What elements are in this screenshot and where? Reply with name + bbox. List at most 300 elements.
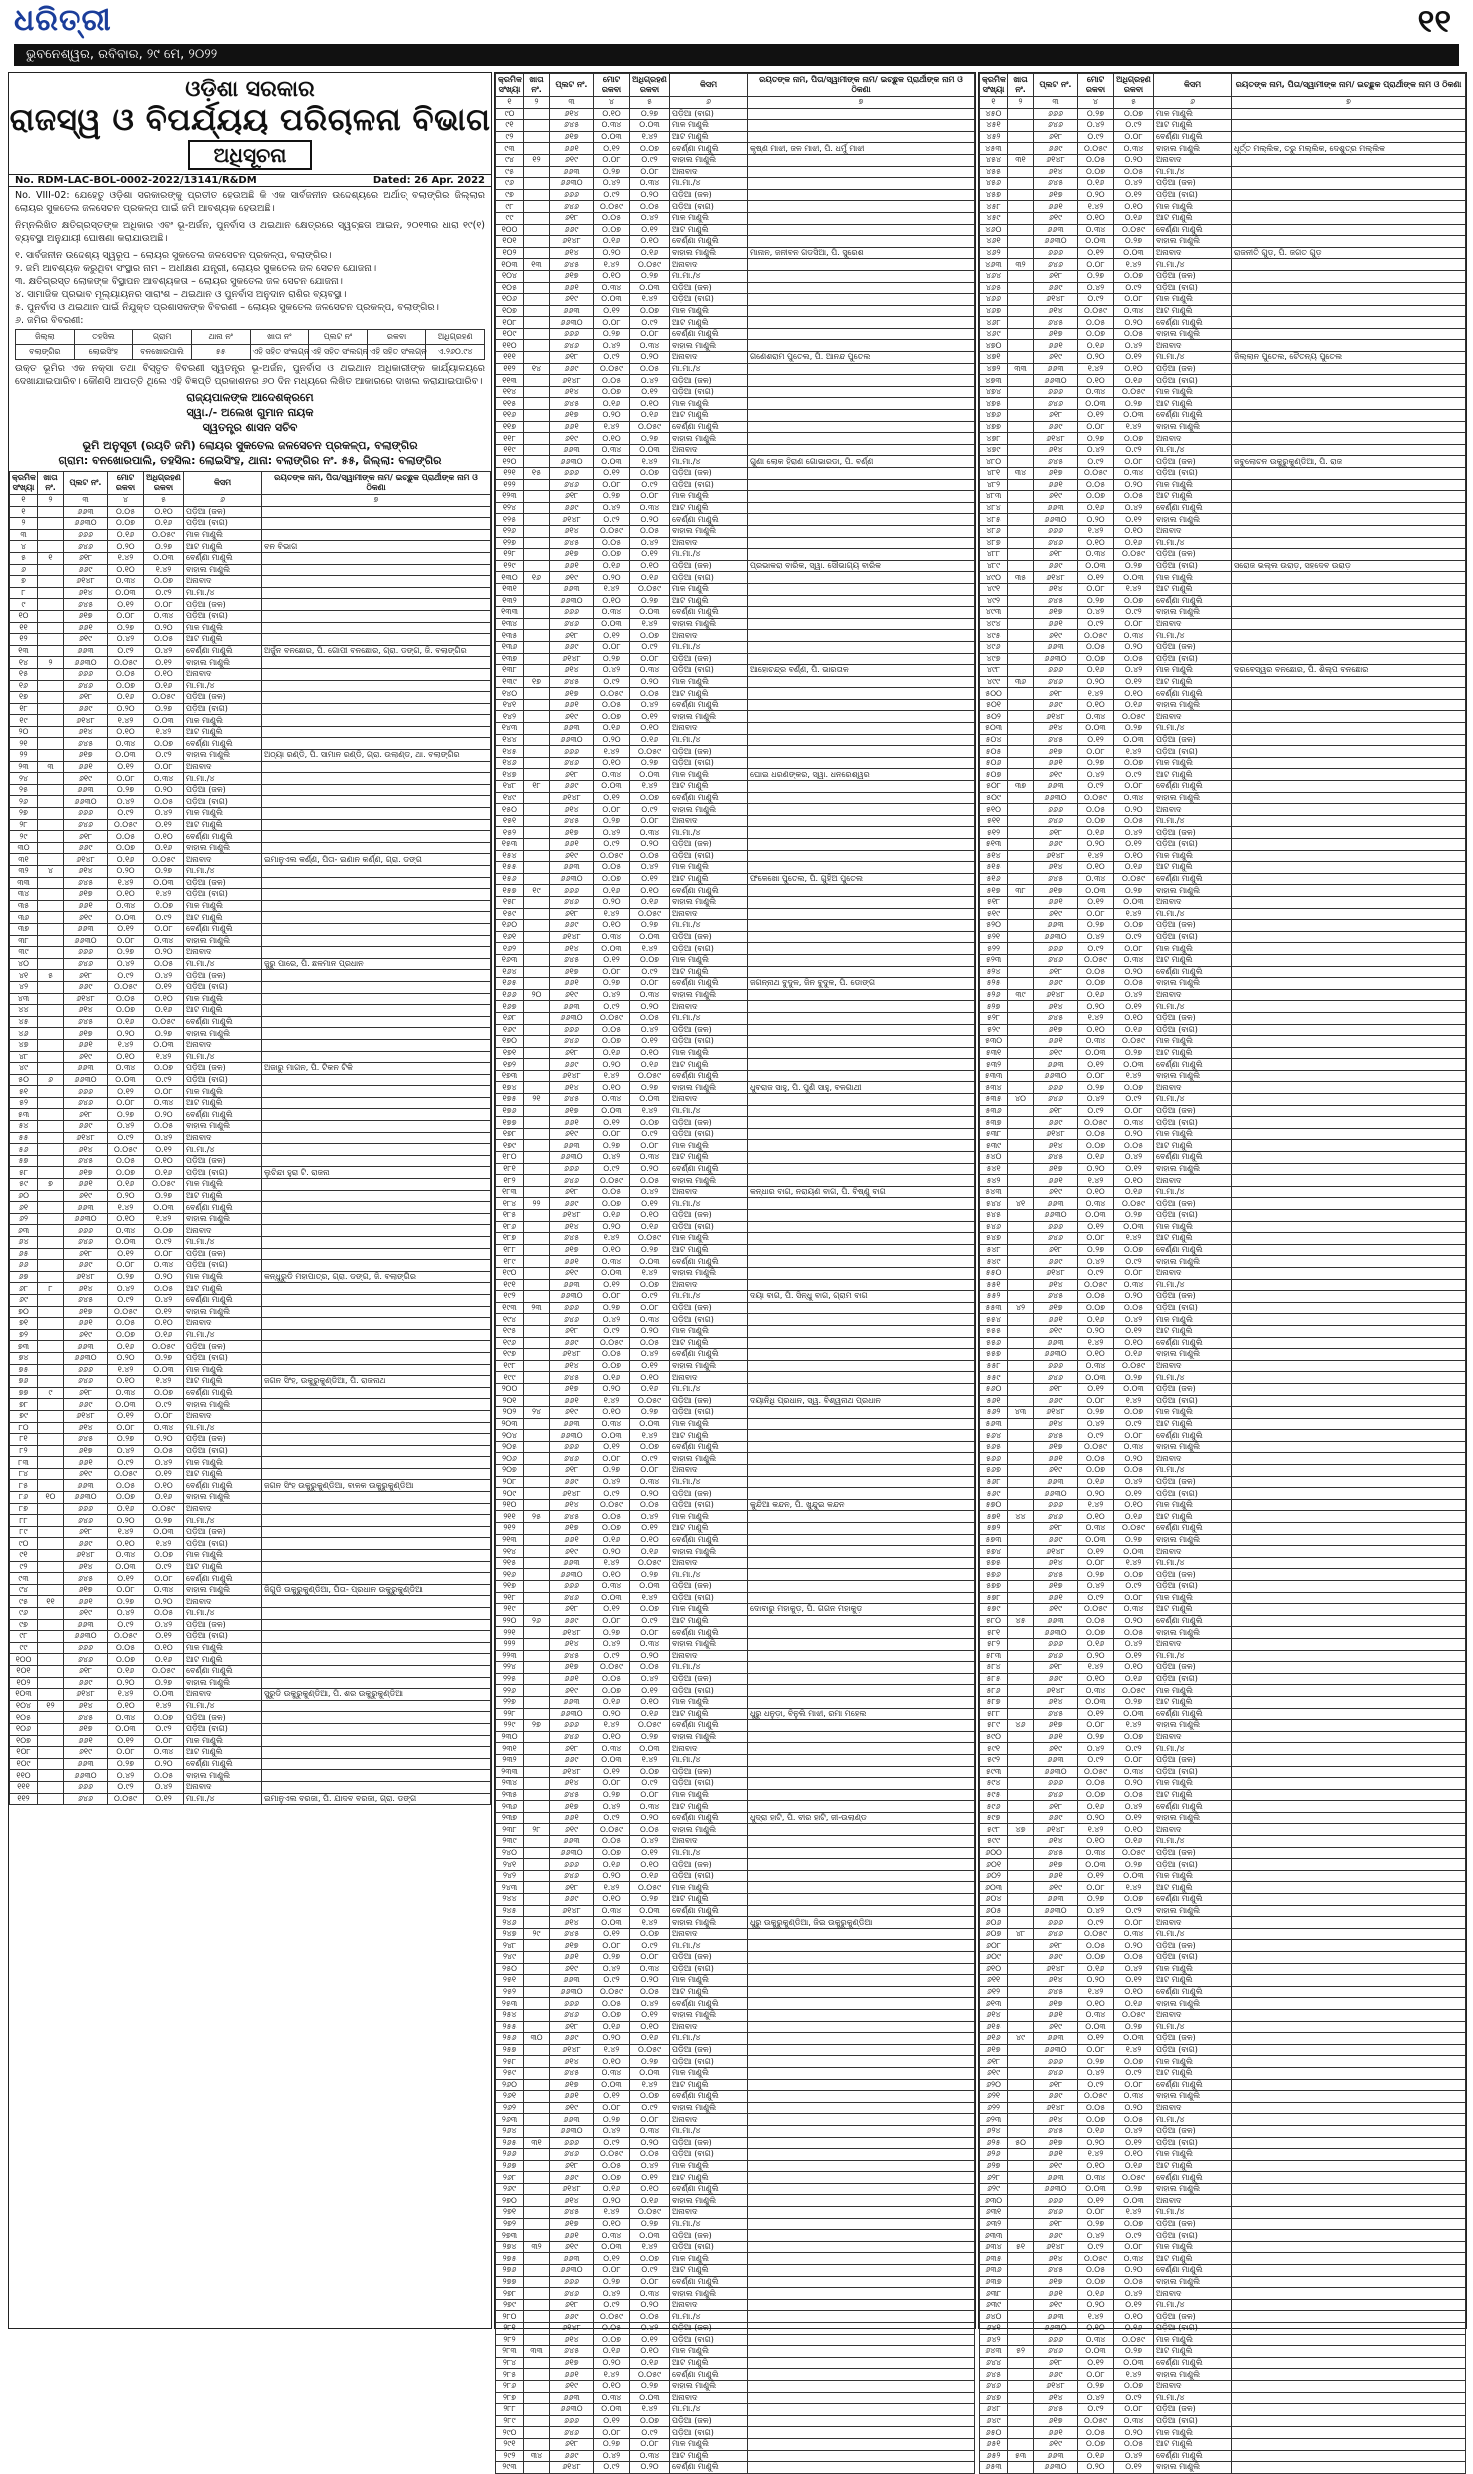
owner-cell bbox=[262, 1155, 491, 1167]
khata-cell bbox=[38, 1144, 64, 1156]
kisam-cell: ମା.ମା./୪ bbox=[1154, 352, 1232, 364]
serial-cell: ୧୮୧ bbox=[496, 1163, 524, 1175]
plot-cell: ୬୧୪୮ bbox=[1034, 154, 1078, 166]
kisam-cell: ପଡ଼ିଆ (ବାଗ) bbox=[670, 2056, 748, 2068]
serial-cell: ୧୯୭ bbox=[496, 1349, 524, 1361]
acquired-area-cell: ୦.୦୭ bbox=[1114, 757, 1154, 769]
khata-cell bbox=[524, 792, 550, 804]
by-order: ରାଜ୍ୟପାଳଙ୍କ ଆଦେଶକ୍ରମେ bbox=[186, 391, 314, 404]
table-row bbox=[980, 1430, 1466, 1442]
serial-cell: ୫୦୪ bbox=[980, 734, 1008, 746]
plot-cell: ୬୧୮ bbox=[550, 1882, 594, 1894]
table-row bbox=[496, 2311, 975, 2323]
kisam-cell: ପଡ଼ିଆ (ବାଗ) bbox=[670, 108, 748, 120]
owner-cell bbox=[748, 1847, 975, 1859]
table-row bbox=[980, 444, 1466, 456]
plot-cell: ୬୬୯ bbox=[550, 1754, 594, 1766]
khata-cell bbox=[524, 653, 550, 665]
khata-cell bbox=[524, 2044, 550, 2056]
serial-cell: ୨୪୬ bbox=[496, 1917, 524, 1929]
serial-cell: ୫୨ bbox=[10, 1097, 38, 1109]
kisam-cell: ପଡ଼ିଆ (ଜଳ) bbox=[1154, 2218, 1232, 2230]
acquired-area-cell: ୦.୦୭ bbox=[630, 468, 670, 480]
kisam-cell: ବେର୍ଣ୍ଣା ମାଣୁଲି bbox=[1154, 1430, 1232, 1442]
khata-cell bbox=[524, 1940, 550, 1952]
plot-cell: ୬୧୪ bbox=[64, 1283, 108, 1295]
table-row bbox=[10, 610, 491, 622]
serial-cell: ୫୩ bbox=[10, 1109, 38, 1121]
total-area-cell: ୦.୨୦ bbox=[594, 410, 630, 422]
plot-cell: ୬୬୯ bbox=[1034, 1117, 1078, 1129]
acquired-area-cell: ୧.୪୨ bbox=[630, 131, 670, 143]
table-row bbox=[496, 1685, 975, 1697]
kisam-cell: ପଡ଼ିଆ (ଜଳ) bbox=[184, 784, 262, 796]
table-row bbox=[10, 1213, 491, 1225]
owner-cell: ଧୁରୁ ଧନୁଡ଼ା, ବିନୁଲି ମାଝୀ, ରମା ମହେଲ bbox=[748, 1708, 975, 1720]
acquired-area-cell: ୦.୦୫ bbox=[630, 1499, 670, 1511]
plot-cell: ୬୪୫ bbox=[1034, 2265, 1078, 2277]
total-area-cell: ୦.୩୪ bbox=[594, 1418, 630, 1430]
serial-cell: ୫୮୪ bbox=[980, 1662, 1008, 1674]
serial-cell: ୫୩୦ bbox=[980, 1036, 1008, 1048]
table-row bbox=[496, 2033, 975, 2045]
plot-cell: ୬୧୪ bbox=[64, 866, 108, 878]
total-area-cell: ୦.୨୦ bbox=[594, 247, 630, 259]
khata-cell bbox=[524, 120, 550, 132]
total-area-cell: ୦.୦୩ bbox=[594, 2404, 630, 2416]
acquired-area-cell: ୦.୧୦ bbox=[1114, 688, 1154, 700]
acquired-area-cell: ୦.୨୭ bbox=[630, 2056, 670, 2068]
owner-cell bbox=[262, 726, 491, 738]
owner-cell bbox=[748, 1325, 975, 1337]
total-area-cell: ୦.୪୨ bbox=[594, 340, 630, 352]
total-area-cell: ୦.୨୭ bbox=[1078, 1244, 1114, 1256]
total-area-cell: ୦.୩୪ bbox=[1078, 1847, 1114, 1859]
plot-cell: ୬୪୬ bbox=[550, 618, 594, 630]
kisam-cell: ଆଟ ମାଣୁଲି bbox=[1154, 2253, 1232, 2265]
owner-cell bbox=[748, 2218, 975, 2230]
total-area-cell: ୦.୧୨ bbox=[108, 1410, 144, 1422]
acquired-area-cell: ୦.୦୮ bbox=[630, 1302, 670, 1314]
owner-cell bbox=[262, 993, 491, 1005]
khata-cell: ୩୧ bbox=[524, 2137, 550, 2149]
serial-cell: ୫୧୫ bbox=[980, 862, 1008, 874]
serial-cell: ୫୮୩ bbox=[980, 1650, 1008, 1662]
serial-cell: ୧୮୪ bbox=[496, 1198, 524, 1210]
total-area-cell: ୦.୧୨ bbox=[594, 2415, 630, 2427]
total-area-cell: ୦.୩୪ bbox=[1078, 2172, 1114, 2184]
serial-cell: ୫୬୮ bbox=[980, 1476, 1008, 1488]
total-area-cell: ୦.୦୮ bbox=[1078, 2044, 1114, 2056]
total-area-cell: ୦.୪୨ bbox=[1078, 1418, 1114, 1430]
table-row bbox=[10, 1410, 491, 1422]
owner-cell bbox=[1232, 676, 1466, 688]
plot-cell: ୬୬୩୦ bbox=[64, 657, 108, 669]
total-area-cell: ୦.୨୦ bbox=[594, 1059, 630, 1071]
total-area-cell: ୦.୦୩ bbox=[1078, 1210, 1114, 1222]
table-row bbox=[980, 2056, 1466, 2068]
owner-cell bbox=[1232, 2230, 1466, 2242]
khata-cell bbox=[1008, 943, 1034, 955]
khata-cell bbox=[1008, 1581, 1034, 1593]
owner-cell bbox=[262, 1503, 491, 1515]
kisam-cell: ପଡ଼ିଆ (ବାଗ) bbox=[670, 294, 748, 306]
kisam-cell: ଆଟ ମାଣୁଲି bbox=[1154, 862, 1232, 874]
total-area-cell: ୦.୧୦ bbox=[594, 108, 630, 120]
table-row bbox=[980, 943, 1466, 955]
acquired-area-cell: ୦.୦୫୯ bbox=[630, 1882, 670, 1894]
total-area-cell: ୦.୩୪ bbox=[108, 900, 144, 912]
owner-cell bbox=[262, 1202, 491, 1214]
serial-cell: ୫୩୨ bbox=[980, 1059, 1008, 1071]
plot-cell: ୬୬୩ bbox=[1034, 502, 1078, 514]
kisam-cell: ପଡ଼ିଆ (ଜଳ) bbox=[1154, 270, 1232, 282]
kisam-cell: ବେର୍ଣ୍ଣା ମାଣୁଲି bbox=[670, 792, 748, 804]
table-row bbox=[10, 1155, 491, 1167]
total-area-cell: ୧.୪୨ bbox=[594, 421, 630, 433]
owner-cell bbox=[262, 1051, 491, 1063]
serial-cell: ୫୬୦ bbox=[980, 1383, 1008, 1395]
table-row bbox=[980, 537, 1466, 549]
serial-cell: ୬୧ bbox=[10, 1202, 38, 1214]
acquired-area-cell: ୦.୪୨ bbox=[630, 1024, 670, 1036]
total-area-cell: ୦.୦୫ bbox=[1078, 1778, 1114, 1790]
total-area-cell: ୦.୧୦ bbox=[108, 1213, 144, 1225]
serial-cell: ୪୮୯ bbox=[980, 560, 1008, 572]
kisam-cell: ପଡ଼ିଆ (ବାଗ) bbox=[1154, 653, 1232, 665]
table-row bbox=[496, 595, 975, 607]
owner-cell bbox=[1232, 688, 1466, 700]
acquired-area-cell: ୦.୨୭ bbox=[630, 1569, 670, 1581]
owner-cell bbox=[262, 703, 491, 715]
khata-cell: ୪୬ bbox=[1008, 1720, 1034, 1732]
khata-cell bbox=[1008, 2230, 1034, 2242]
table-row bbox=[496, 1940, 975, 1952]
khata-cell bbox=[524, 2056, 550, 2068]
notice-items bbox=[9, 247, 491, 329]
owner-cell bbox=[1232, 757, 1466, 769]
serial-cell: ୧୯୩ bbox=[496, 1302, 524, 1314]
table-row bbox=[10, 773, 491, 785]
total-area-cell: ୦.୩୪ bbox=[1078, 224, 1114, 236]
kisam-cell: ପଡ଼ିଆ (ବାଗ) bbox=[1154, 2044, 1232, 2056]
table-row bbox=[10, 1399, 491, 1411]
owner-cell bbox=[1232, 259, 1466, 271]
khata-cell: ୩୪ bbox=[524, 2450, 550, 2462]
acquired-area-cell: ୦.୧୨ bbox=[1114, 189, 1154, 201]
plot-cell: ୬୧୪୮ bbox=[550, 1070, 594, 1082]
table-row bbox=[496, 1152, 975, 1164]
kisam-cell: ପଡ଼ିଆ (ଜଳ) bbox=[1154, 1569, 1232, 1581]
plot-cell: ୬୬୯ bbox=[1034, 839, 1078, 851]
kisam-cell: ପଡ଼ିଆ (ଜଳ) bbox=[1154, 363, 1232, 375]
khata-cell bbox=[1008, 1801, 1034, 1813]
khata-cell bbox=[524, 641, 550, 653]
owner-cell bbox=[262, 1445, 491, 1457]
acquired-area-cell: ୦.୧୦ bbox=[144, 1155, 184, 1167]
kisam-cell: ମା.ମା./୪ bbox=[670, 2033, 748, 2045]
khata-cell bbox=[524, 1082, 550, 1094]
table-row bbox=[496, 1059, 975, 1071]
owner-cell bbox=[262, 506, 491, 518]
kisam-cell: ବାହାଲ ମାଣୁଲି bbox=[670, 1824, 748, 1836]
table-row bbox=[10, 866, 491, 878]
table-row bbox=[980, 1975, 1466, 1987]
plot-cell: ୬୬୯ bbox=[64, 842, 108, 854]
total-area-cell: ୦.୩୪ bbox=[1078, 2009, 1114, 2021]
khata-cell bbox=[524, 224, 550, 236]
khata-cell bbox=[1008, 1708, 1034, 1720]
khata-cell bbox=[38, 738, 64, 750]
serial-cell: ୬୪୦ bbox=[980, 2311, 1008, 2323]
total-area-cell: ୦.୯୨ bbox=[1078, 456, 1114, 468]
acquired-area-cell: ୦.୦୫ bbox=[1114, 2276, 1154, 2288]
acquired-area-cell: ୦.୪୨ bbox=[630, 1511, 670, 1523]
kisam-cell: ବାହାଲ ମାଣୁଲି bbox=[1154, 1905, 1232, 1917]
table-row bbox=[496, 2438, 975, 2450]
serial-cell: ୧୯୪ bbox=[496, 1314, 524, 1326]
khata-cell: ୪୮ bbox=[1008, 1928, 1034, 1940]
kisam-cell: ମାଳ ମାଣୁଲି bbox=[1154, 2241, 1232, 2253]
acquired-area-cell: ୦.୨୦ bbox=[630, 2462, 670, 2474]
khata-cell bbox=[1008, 1534, 1034, 1546]
total-area-cell: ୦.୪୨ bbox=[594, 1476, 630, 1488]
total-area-cell: ୦.୨୭ bbox=[594, 328, 630, 340]
khata-cell bbox=[524, 920, 550, 932]
plot-cell: ୬୬୩୦ bbox=[1034, 375, 1078, 387]
khata-cell bbox=[1008, 2311, 1034, 2323]
khata-cell bbox=[38, 1376, 64, 1388]
serial-cell: ୫୬୨ bbox=[980, 1407, 1008, 1419]
owner-cell bbox=[748, 2241, 975, 2253]
plot-cell: ୬୪୬ bbox=[1034, 1094, 1078, 1106]
table-row bbox=[10, 1608, 491, 1620]
owner-cell: ଜଗନ ସିଂହ ଉକୁରୁକୁଣ୍ଡିଆ, ବାଳକ ଉକୁରୁକୁଣ୍ଡିଆ bbox=[262, 1480, 491, 1492]
serial-cell: ୭୭ bbox=[10, 1387, 38, 1399]
total-area-cell: ୦.୯୨ bbox=[594, 1650, 630, 1662]
table-row bbox=[980, 178, 1466, 190]
acquired-area-cell: ୦.୨୦ bbox=[630, 1650, 670, 1662]
khata-cell bbox=[524, 2230, 550, 2242]
owner-cell bbox=[748, 1638, 975, 1650]
table-row bbox=[496, 1998, 975, 2010]
serial-cell: ୬୧୪ bbox=[980, 2009, 1008, 2021]
table-row bbox=[10, 1561, 491, 1573]
total-area-cell: ୦.୨୦ bbox=[108, 1028, 144, 1040]
table-row bbox=[980, 1314, 1466, 1326]
kisam-cell: ପଡ଼ିଆ (ବାଗ) bbox=[670, 1870, 748, 1882]
total-area-cell: ୧.୪୨ bbox=[1078, 1175, 1114, 1187]
serial-cell: ୪୯୬ bbox=[980, 641, 1008, 653]
acquired-area-cell: ୦.୧୦ bbox=[144, 1642, 184, 1654]
acquired-area-cell: ୦.୧୨ bbox=[1114, 1975, 1154, 1987]
total-area-cell: ୦.୨୭ bbox=[108, 1758, 144, 1770]
table-row bbox=[980, 294, 1466, 306]
serial-cell: ୫୭୨ bbox=[980, 1523, 1008, 1535]
khata-cell bbox=[1008, 1105, 1034, 1117]
kisam-cell: ବେର୍ଣ୍ଣା ମାଣୁଲି bbox=[670, 607, 748, 619]
kisam-cell: ଅନାବାଦ bbox=[1154, 711, 1232, 723]
plot-cell: ୬୧୪ bbox=[550, 1499, 594, 1511]
serial-cell: ୧୦୯ bbox=[10, 1758, 38, 1770]
serial-cell: ୯୨ bbox=[496, 131, 524, 143]
plot-cell: ୬୧୪୮ bbox=[64, 1550, 108, 1562]
owner-cell bbox=[748, 1012, 975, 1024]
kisam-cell: ମା.ମା./୪ bbox=[670, 178, 748, 190]
total-area-cell: ୦.୦୭ bbox=[594, 1685, 630, 1697]
total-area-cell: ୦.୨୦ bbox=[1078, 189, 1114, 201]
khata-cell bbox=[1008, 1743, 1034, 1755]
kisam-cell: ଆଟ ମାଣୁଲି bbox=[1154, 954, 1232, 966]
total-area-cell: ୦.୦୭ bbox=[1078, 978, 1114, 990]
khata-cell bbox=[1008, 1778, 1034, 1790]
serial-cell: ୪୫୭ bbox=[980, 189, 1008, 201]
khata-cell bbox=[524, 1070, 550, 1082]
acquired-area-cell: ୦.୨୭ bbox=[630, 433, 670, 445]
acquired-area-cell: ୧.୪୨ bbox=[1114, 908, 1154, 920]
serial-cell: ୧୫୨ bbox=[496, 827, 524, 839]
acquired-area-cell: ୦.୦୫ bbox=[1114, 653, 1154, 665]
khata-cell bbox=[38, 1480, 64, 1492]
owner-cell bbox=[262, 1225, 491, 1237]
owner-cell bbox=[1232, 2021, 1466, 2033]
total-area-cell: ୦.୪୨ bbox=[594, 989, 630, 1001]
owner-cell bbox=[748, 885, 975, 897]
kisam-cell: ପଡ଼ିଆ (ବାଗ) bbox=[1154, 2137, 1232, 2149]
serial-cell: ୨୮୫ bbox=[496, 2369, 524, 2381]
acquired-area-cell: ୦.୨୦ bbox=[630, 1975, 670, 1987]
table-row bbox=[496, 2195, 975, 2207]
total-area-cell: ୦.୦୩ bbox=[1078, 723, 1114, 735]
acquired-area-cell: ୦.୨୦ bbox=[1114, 1453, 1154, 1465]
table-row bbox=[980, 1233, 1466, 1245]
acquired-area-cell: ୦.୧୨ bbox=[630, 1847, 670, 1859]
khata-cell bbox=[524, 270, 550, 282]
total-area-cell: ୧.୪୨ bbox=[594, 2207, 630, 2219]
kisam-cell: ପଡ଼ିଆ (ଜଳ) bbox=[670, 1210, 748, 1222]
kisam-cell: ଆଟ ମାଣୁଲି bbox=[670, 2450, 748, 2462]
total-area-cell: ୦.୩୪ bbox=[1078, 1036, 1114, 1048]
plot-cell: ୬୬୩୦ bbox=[1034, 1766, 1078, 1778]
khata-cell bbox=[38, 1086, 64, 1098]
serial-cell: ୫୮୮ bbox=[980, 1708, 1008, 1720]
plot-cell: ୬୪୬ bbox=[1034, 1928, 1078, 1940]
kisam-cell: ମାଳ ମାଣୁଲି bbox=[1154, 386, 1232, 398]
kisam-cell: ମାଳ ମାଣୁଲି bbox=[1154, 1963, 1232, 1975]
acquired-area-cell: ୧.୪୨ bbox=[1114, 1720, 1154, 1732]
kisam-cell: ବାହାଲ ମାଣୁଲି bbox=[1154, 421, 1232, 433]
acquired-area-cell: ୦.୨୦ bbox=[1114, 1291, 1154, 1303]
table-row bbox=[496, 699, 975, 711]
total-area-cell: ୦.୩୪ bbox=[594, 2230, 630, 2242]
owner-cell bbox=[1232, 699, 1466, 711]
table-row bbox=[10, 1016, 491, 1028]
table-row bbox=[496, 804, 975, 816]
kisam-cell: ଆଟ ମାଣୁଲି bbox=[670, 2357, 748, 2369]
total-area-cell: ୦.୯୨ bbox=[594, 1163, 630, 1175]
serial-cell: ୪୫୦ bbox=[980, 108, 1008, 120]
table-row bbox=[10, 1271, 491, 1283]
total-area-cell: ୦.୨୭ bbox=[108, 1596, 144, 1608]
owner-cell bbox=[748, 1743, 975, 1755]
acquired-area-cell: ୧.୪୨ bbox=[630, 1430, 670, 1442]
acquired-area-cell: ୦.୧୦ bbox=[630, 2183, 670, 2195]
owner-cell bbox=[748, 259, 975, 271]
kisam-cell: ପଡ଼ିଆ (ବାଗ) bbox=[1154, 1210, 1232, 1222]
serial-cell: ୪୮୧ bbox=[980, 468, 1008, 480]
khata-cell bbox=[524, 1337, 550, 1349]
total-area-cell: ୦.୨୦ bbox=[108, 1515, 144, 1527]
owner-cell bbox=[748, 1685, 975, 1697]
khata-cell: ୧୨ bbox=[38, 1700, 64, 1712]
kisam-cell: ବେର୍ଣ୍ଣା ମାଣୁଲି bbox=[1154, 1152, 1232, 1164]
serial-cell: ୨୫୦ bbox=[496, 1963, 524, 1975]
plot-cell: ୬୬୧ bbox=[550, 1952, 594, 1964]
plot-cell: ୬୪୬ bbox=[550, 2009, 594, 2021]
total-area-cell: ୦.୦୫୯ bbox=[108, 1631, 144, 1643]
table-row bbox=[496, 2218, 975, 2230]
table-row bbox=[10, 1781, 491, 1793]
total-area-cell: ୦.୦୩ bbox=[108, 587, 144, 599]
table-row bbox=[980, 2009, 1466, 2021]
kisam-cell: ପଡ଼ିଆ (ବାଗ) bbox=[670, 943, 748, 955]
owner-cell bbox=[748, 1650, 975, 1662]
owner-cell bbox=[262, 1109, 491, 1121]
plot-cell: ୬୧୯ bbox=[64, 1608, 108, 1620]
total-area-cell: ୦.୦୫ bbox=[1078, 317, 1114, 329]
table-row bbox=[980, 839, 1466, 851]
serial-cell: ୫୮୬ bbox=[980, 1685, 1008, 1697]
table-row bbox=[980, 1441, 1466, 1453]
serial-cell: ୧୬୪ bbox=[496, 966, 524, 978]
owner-cell bbox=[1232, 375, 1466, 387]
serial-cell: ୬୨୪ bbox=[980, 2125, 1008, 2137]
table-row bbox=[980, 166, 1466, 178]
owner-cell bbox=[748, 1511, 975, 1523]
total-area-cell: ୦.୧୨ bbox=[1078, 2195, 1114, 2207]
plot-cell: ୬୧୯ bbox=[1034, 1047, 1078, 1059]
plot-cell: ୬୬୧ bbox=[1034, 2288, 1078, 2300]
table-row bbox=[980, 398, 1466, 410]
owner-cell bbox=[748, 1453, 975, 1465]
plot-cell: ୬୧୪୮ bbox=[550, 1627, 594, 1639]
kisam-cell: ମା.ମା./୪ bbox=[1154, 537, 1232, 549]
acquired-area-cell: ୦.୧୬ bbox=[630, 1221, 670, 1233]
acquired-area-cell: ୦.୧୬ bbox=[144, 1654, 184, 1666]
acquired-area-cell: ୦.୧୨ bbox=[144, 1306, 184, 1318]
owner-cell bbox=[748, 1731, 975, 1743]
notice-paragraph-2: ନିମ୍ନଲିଖିତ କ୍ଷତିଗ୍ରସ୍ତଙ୍କ ଅଧିକାର ଏବଂ ଭୂ-ଅର୍ଜନ, ପୁନର୍ବାସ ଓ ଥଇଥାନ କ୍ଷେତ୍ରରେ ସ୍ୱଚ୍ଛତା ଆଇନ, ୨୦୧୩ର ଧାରା ୧୯(୧) ବ୍ୟବସ୍ଥା ଅନୁଯାୟୀ ଘୋଷଣା କରାଯାଉଅଛି। bbox=[15, 220, 485, 244]
khata-cell bbox=[524, 502, 550, 514]
table-row bbox=[496, 2009, 975, 2021]
owner-cell bbox=[1232, 1673, 1466, 1685]
acquired-area-cell: ୦.୦୫୯ bbox=[1114, 224, 1154, 236]
khata-cell bbox=[1008, 224, 1034, 236]
plot-cell: ୬୬୯ bbox=[64, 1399, 108, 1411]
acquired-area-cell: ୦.୨୦ bbox=[144, 1596, 184, 1608]
acquired-area-cell: ୦.୧୦ bbox=[1114, 525, 1154, 537]
table-row bbox=[980, 247, 1466, 259]
acquired-area-cell: ୦.୧୦ bbox=[144, 668, 184, 680]
kisam-cell: ମାଳ ମାଣୁଲି bbox=[184, 1364, 262, 1376]
plot-cell: ୬୬୩୦ bbox=[1034, 514, 1078, 526]
owner-cell bbox=[1232, 1337, 1466, 1349]
acquired-area-cell: ୦.୦୩ bbox=[1114, 247, 1154, 259]
owner-cell: ଧୂର୍ତ୍ତ ମଲ୍ଲିକ, ତରୁ ମଲ୍ଲିକ, ଦେଶୁତ୍ର ମଲ୍ଲିକ bbox=[1232, 143, 1466, 155]
khata-cell bbox=[38, 1237, 64, 1249]
khata-cell bbox=[524, 1581, 550, 1593]
table-row bbox=[496, 2183, 975, 2195]
